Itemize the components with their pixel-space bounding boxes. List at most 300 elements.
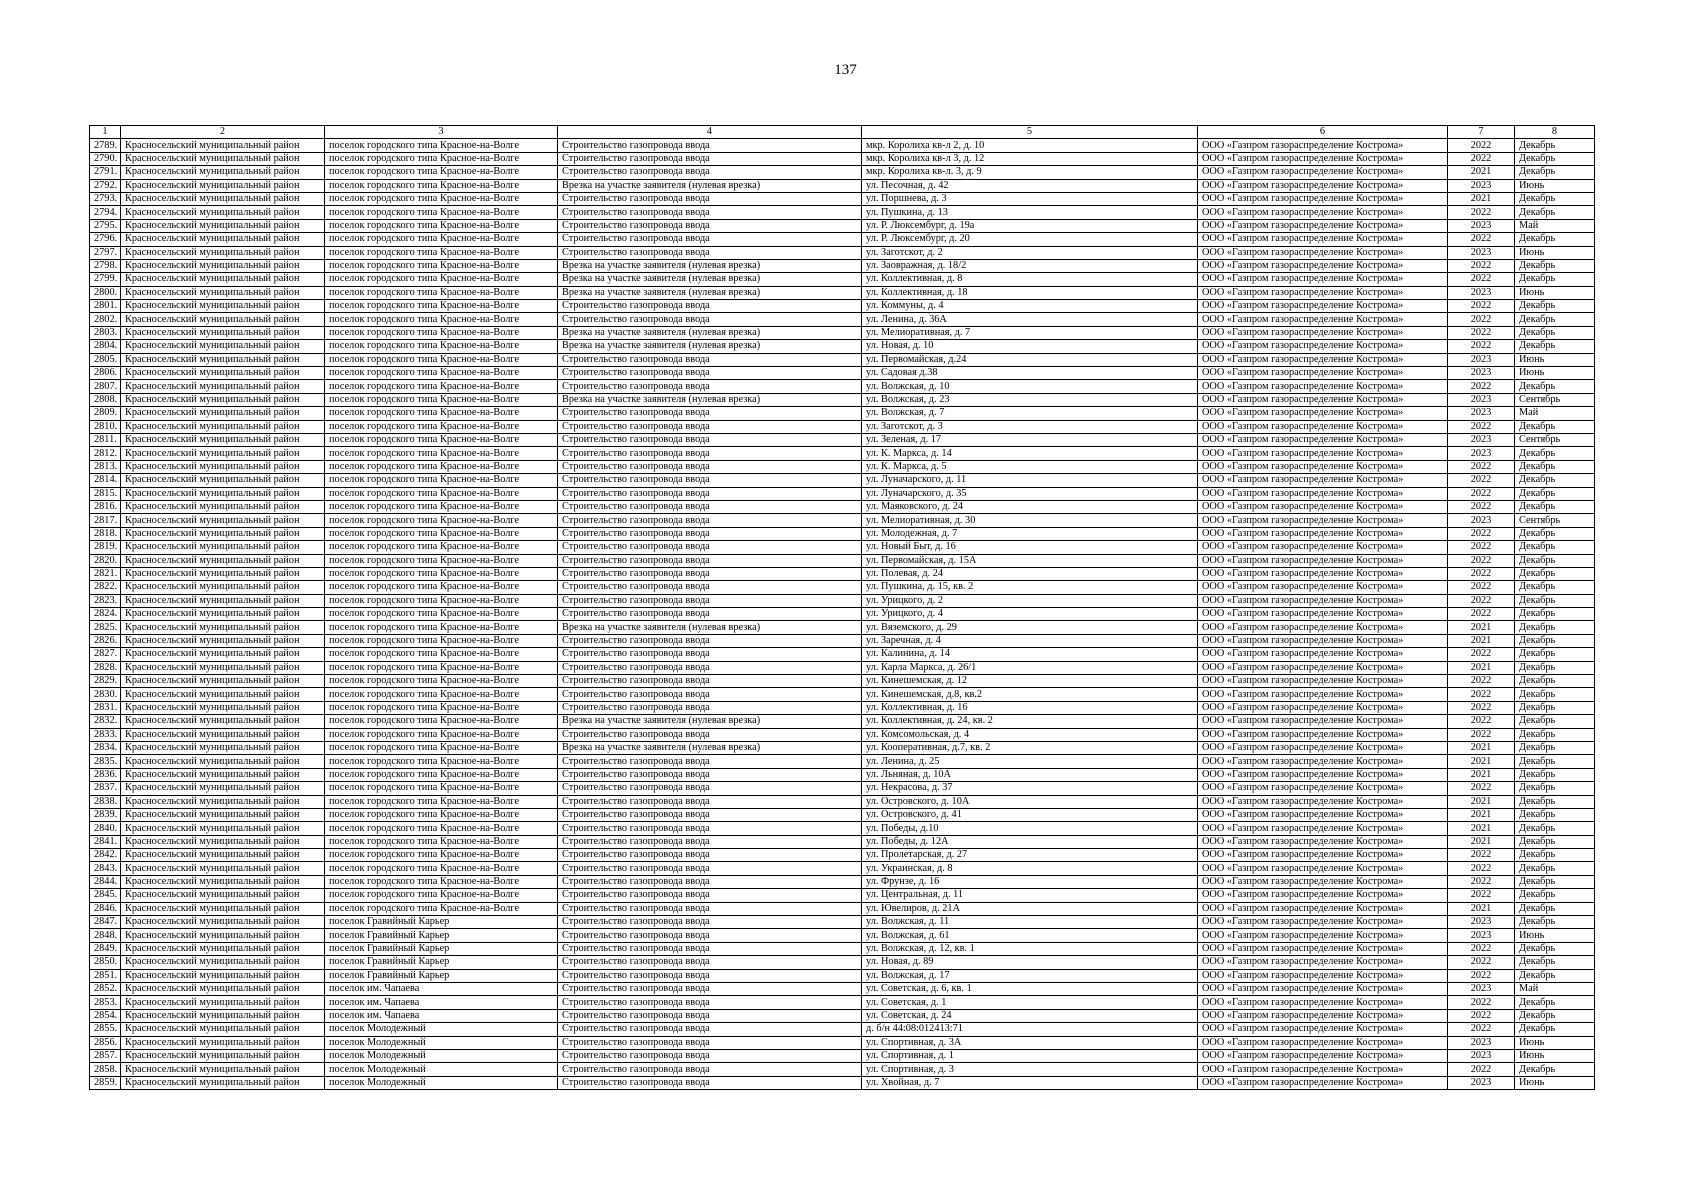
month-cell: Декабрь [1515, 420, 1595, 433]
settlement-cell: поселок городского типа Красное-на-Волге [325, 313, 558, 326]
month-cell: Декабрь [1515, 527, 1595, 540]
year-cell: 2022 [1448, 541, 1515, 554]
table-row [90, 460, 1595, 473]
organization-cell: ООО «Газпром газораспределение Кострома» [1198, 179, 1448, 192]
table-row [90, 407, 1595, 420]
table-row [90, 514, 1595, 527]
table-row [90, 139, 1595, 152]
organization-cell: ООО «Газпром газораспределение Кострома» [1198, 956, 1448, 969]
organization-cell: ООО «Газпром газораспределение Кострома» [1198, 326, 1448, 339]
organization-cell: ООО «Газпром газораспределение Кострома» [1198, 567, 1448, 580]
address-cell: ул. Луначарского, д. 11 [862, 474, 1198, 487]
organization-cell: ООО «Газпром газораспределение Кострома» [1198, 795, 1448, 808]
address-cell: ул. Садовая д.38 [862, 367, 1198, 380]
year-cell: 2022 [1448, 487, 1515, 500]
settlement-cell: поселок городского типа Красное-на-Волге [325, 273, 558, 286]
year-cell: 2022 [1448, 969, 1515, 982]
district-cell: Красносельский муниципальный район [121, 1009, 325, 1022]
organization-cell: ООО «Газпром газораспределение Кострома» [1198, 608, 1448, 621]
district-cell: Красносельский муниципальный район [121, 969, 325, 982]
settlement-cell: поселок городского типа Красное-на-Волге [325, 340, 558, 353]
settlement-cell: поселок Гравийный Карьер [325, 942, 558, 955]
settlement-cell: поселок городского типа Красное-на-Волге [325, 594, 558, 607]
district-cell: Красносельский муниципальный район [121, 152, 325, 165]
district-cell: Красносельский муниципальный район [121, 768, 325, 781]
settlement-cell: поселок городского типа Красное-на-Волге [325, 567, 558, 580]
address-cell: ул. Спортивная, д. 3 [862, 1063, 1198, 1076]
year-cell: 2022 [1448, 648, 1515, 661]
settlement-cell: поселок городского типа Красное-на-Волге [325, 433, 558, 446]
settlement-cell: поселок городского типа Красное-на-Волге [325, 634, 558, 647]
row-number-cell: 2837. [90, 782, 121, 795]
address-cell: ул. Коллективная, д. 8 [862, 273, 1198, 286]
month-cell: Июнь [1515, 246, 1595, 259]
work-type-cell: Строительство газопровода ввода [558, 902, 862, 915]
month-cell: Декабрь [1515, 594, 1595, 607]
settlement-cell: поселок Гравийный Карьер [325, 956, 558, 969]
month-cell: Июнь [1515, 929, 1595, 942]
settlement-cell: поселок Гравийный Карьер [325, 916, 558, 929]
organization-cell: ООО «Газпром газораспределение Кострома» [1198, 233, 1448, 246]
settlement-cell: поселок городского типа Красное-на-Волге [325, 621, 558, 634]
work-type-cell: Строительство газопровода ввода [558, 889, 862, 902]
settlement-cell: поселок городского типа Красное-на-Волге [325, 701, 558, 714]
district-cell: Красносельский муниципальный район [121, 407, 325, 420]
month-cell: Декабрь [1515, 500, 1595, 513]
year-cell: 2021 [1448, 741, 1515, 754]
work-type-cell: Строительство газопровода ввода [558, 353, 862, 366]
month-cell: Декабрь [1515, 849, 1595, 862]
settlement-cell: поселок городского типа Красное-на-Волге [325, 259, 558, 272]
address-cell: д. б/н 44:08:012413:71 [862, 1023, 1198, 1036]
work-type-cell: Строительство газопровода ввода [558, 661, 862, 674]
month-cell: Декабрь [1515, 755, 1595, 768]
column-header: 8 [1515, 126, 1595, 139]
settlement-cell: поселок городского типа Красное-на-Волге [325, 902, 558, 915]
row-number-cell: 2842. [90, 849, 121, 862]
district-cell: Красносельский муниципальный район [121, 822, 325, 835]
organization-cell: ООО «Газпром газораспределение Кострома» [1198, 1063, 1448, 1076]
address-cell: ул. Советская, д. 1 [862, 996, 1198, 1009]
organization-cell: ООО «Газпром газораспределение Кострома» [1198, 969, 1448, 982]
settlement-cell: поселок городского типа Красное-на-Волге [325, 782, 558, 795]
year-cell: 2022 [1448, 956, 1515, 969]
district-cell: Красносельский муниципальный район [121, 286, 325, 299]
organization-cell: ООО «Газпром газораспределение Кострома» [1198, 768, 1448, 781]
table-row [90, 206, 1595, 219]
row-number-cell: 2819. [90, 541, 121, 554]
work-type-cell: Строительство газопровода ввода [558, 514, 862, 527]
row-number-cell: 2849. [90, 942, 121, 955]
month-cell: Декабрь [1515, 474, 1595, 487]
district-cell: Красносельский муниципальный район [121, 983, 325, 996]
year-cell: 2022 [1448, 500, 1515, 513]
district-cell: Красносельский муниципальный район [121, 648, 325, 661]
work-type-cell: Врезка на участке заявителя (нулевая врезка) [558, 340, 862, 353]
settlement-cell: поселок городского типа Красное-на-Волге [325, 380, 558, 393]
work-type-cell: Строительство газопровода ввода [558, 541, 862, 554]
month-cell: Декабрь [1515, 768, 1595, 781]
address-cell: ул. Островского, д. 41 [862, 808, 1198, 821]
district-cell: Красносельский муниципальный район [121, 929, 325, 942]
table-row [90, 1023, 1595, 1036]
month-cell: Декабрь [1515, 942, 1595, 955]
month-cell: Декабрь [1515, 1023, 1595, 1036]
organization-cell: ООО «Газпром газораспределение Кострома» [1198, 634, 1448, 647]
address-cell: ул. Ленина, д. 36А [862, 313, 1198, 326]
table-row [90, 728, 1595, 741]
work-type-cell: Строительство газопровода ввода [558, 246, 862, 259]
settlement-cell: поселок городского типа Красное-на-Волге [325, 393, 558, 406]
organization-cell: ООО «Газпром газораспределение Кострома» [1198, 340, 1448, 353]
organization-cell: ООО «Газпром газораспределение Кострома» [1198, 447, 1448, 460]
work-type-cell: Врезка на участке заявителя (нулевая врезка) [558, 326, 862, 339]
year-cell: 2022 [1448, 715, 1515, 728]
month-cell: Декабрь [1515, 835, 1595, 848]
year-cell: 2021 [1448, 755, 1515, 768]
month-cell: Июнь [1515, 286, 1595, 299]
district-cell: Красносельский муниципальный район [121, 942, 325, 955]
work-type-cell: Строительство газопровода ввода [558, 608, 862, 621]
year-cell: 2022 [1448, 1009, 1515, 1022]
organization-cell: ООО «Газпром газораспределение Кострома» [1198, 715, 1448, 728]
month-cell: Декабрь [1515, 541, 1595, 554]
work-type-cell: Строительство газопровода ввода [558, 916, 862, 929]
work-type-cell: Строительство газопровода ввода [558, 983, 862, 996]
row-number-cell: 2807. [90, 380, 121, 393]
settlement-cell: поселок городского типа Красное-на-Волге [325, 179, 558, 192]
month-cell: Май [1515, 407, 1595, 420]
work-type-cell: Строительство газопровода ввода [558, 380, 862, 393]
organization-cell: ООО «Газпром газораспределение Кострома» [1198, 688, 1448, 701]
settlement-cell: поселок городского типа Красное-на-Волге [325, 808, 558, 821]
row-number-cell: 2800. [90, 286, 121, 299]
work-type-cell: Строительство газопровода ввода [558, 433, 862, 446]
settlement-cell: поселок городского типа Красное-на-Волге [325, 219, 558, 232]
year-cell: 2021 [1448, 661, 1515, 674]
work-type-cell: Строительство газопровода ввода [558, 942, 862, 955]
row-number-cell: 2818. [90, 527, 121, 540]
table-row [90, 983, 1595, 996]
table-row [90, 755, 1595, 768]
table-row [90, 233, 1595, 246]
month-cell: Декабрь [1515, 648, 1595, 661]
table-row [90, 152, 1595, 165]
table-row [90, 433, 1595, 446]
year-cell: 2022 [1448, 594, 1515, 607]
organization-cell: ООО «Газпром газораспределение Кострома» [1198, 808, 1448, 821]
settlement-cell: поселок городского типа Красное-на-Волге [325, 822, 558, 835]
organization-cell: ООО «Газпром газораспределение Кострома» [1198, 889, 1448, 902]
table-row [90, 1049, 1595, 1062]
row-number-cell: 2812. [90, 447, 121, 460]
month-cell: Декабрь [1515, 969, 1595, 982]
work-type-cell: Строительство газопровода ввода [558, 1076, 862, 1089]
work-type-cell: Строительство газопровода ввода [558, 956, 862, 969]
organization-cell: ООО «Газпром газораспределение Кострома» [1198, 648, 1448, 661]
month-cell: Июнь [1515, 1049, 1595, 1062]
organization-cell: ООО «Газпром газораспределение Кострома» [1198, 1036, 1448, 1049]
table-row [90, 367, 1595, 380]
month-cell: Июнь [1515, 1036, 1595, 1049]
settlement-cell: поселок Молодежный [325, 1063, 558, 1076]
work-type-cell: Строительство газопровода ввода [558, 219, 862, 232]
month-cell: Декабрь [1515, 782, 1595, 795]
work-type-cell: Строительство газопровода ввода [558, 728, 862, 741]
year-cell: 2022 [1448, 942, 1515, 955]
organization-cell: ООО «Газпром газораспределение Кострома» [1198, 1049, 1448, 1062]
organization-cell: ООО «Газпром газораспределение Кострома» [1198, 675, 1448, 688]
year-cell: 2021 [1448, 795, 1515, 808]
settlement-cell: поселок городского типа Красное-на-Волге [325, 889, 558, 902]
table-row [90, 259, 1595, 272]
table-row [90, 1063, 1595, 1076]
table-row [90, 246, 1595, 259]
year-cell: 2023 [1448, 916, 1515, 929]
settlement-cell: поселок им. Чапаева [325, 1009, 558, 1022]
row-number-cell: 2792. [90, 179, 121, 192]
year-cell: 2022 [1448, 688, 1515, 701]
year-cell: 2022 [1448, 474, 1515, 487]
settlement-cell: поселок городского типа Красное-на-Волге [325, 835, 558, 848]
work-type-cell: Строительство газопровода ввода [558, 675, 862, 688]
year-cell: 2021 [1448, 808, 1515, 821]
work-type-cell: Строительство газопровода ввода [558, 835, 862, 848]
organization-cell: ООО «Газпром газораспределение Кострома» [1198, 246, 1448, 259]
district-cell: Красносельский муниципальный район [121, 340, 325, 353]
row-number-cell: 2847. [90, 916, 121, 929]
district-cell: Красносельский муниципальный район [121, 192, 325, 205]
row-number-cell: 2850. [90, 956, 121, 969]
month-cell: Декабрь [1515, 996, 1595, 1009]
district-cell: Красносельский муниципальный район [121, 916, 325, 929]
district-cell: Красносельский муниципальный район [121, 862, 325, 875]
row-number-cell: 2826. [90, 634, 121, 647]
row-number-cell: 2813. [90, 460, 121, 473]
month-cell: Декабрь [1515, 340, 1595, 353]
organization-cell: ООО «Газпром газораспределение Кострома» [1198, 916, 1448, 929]
table-row [90, 340, 1595, 353]
work-type-cell: Строительство газопровода ввода [558, 808, 862, 821]
organization-cell: ООО «Газпром газораспределение Кострома» [1198, 219, 1448, 232]
work-type-cell: Строительство газопровода ввода [558, 206, 862, 219]
table-row [90, 474, 1595, 487]
year-cell: 2021 [1448, 768, 1515, 781]
month-cell: Декабрь [1515, 326, 1595, 339]
district-cell: Красносельский муниципальный район [121, 233, 325, 246]
work-type-cell: Врезка на участке заявителя (нулевая врезка) [558, 259, 862, 272]
month-cell: Декабрь [1515, 192, 1595, 205]
settlement-cell: поселок городского типа Красное-на-Волге [325, 353, 558, 366]
district-cell: Красносельский муниципальный район [121, 179, 325, 192]
row-number-cell: 2840. [90, 822, 121, 835]
year-cell: 2022 [1448, 300, 1515, 313]
district-cell: Красносельский муниципальный район [121, 353, 325, 366]
table-row [90, 675, 1595, 688]
row-number-cell: 2834. [90, 741, 121, 754]
address-cell: ул. Коммуны, д. 4 [862, 300, 1198, 313]
year-cell: 2021 [1448, 902, 1515, 915]
organization-cell: ООО «Газпром газораспределение Кострома» [1198, 139, 1448, 152]
row-number-cell: 2803. [90, 326, 121, 339]
address-cell: ул. Мелиоративная, д. 7 [862, 326, 1198, 339]
month-cell: Декабрь [1515, 889, 1595, 902]
year-cell: 2022 [1448, 420, 1515, 433]
month-cell: Декабрь [1515, 487, 1595, 500]
district-cell: Красносельский муниципальный район [121, 219, 325, 232]
year-cell: 2022 [1448, 581, 1515, 594]
year-cell: 2021 [1448, 621, 1515, 634]
year-cell: 2022 [1448, 849, 1515, 862]
table-row [90, 179, 1595, 192]
address-cell: ул. Кооперативная, д.7, кв. 2 [862, 741, 1198, 754]
month-cell: Декабрь [1515, 916, 1595, 929]
address-cell: ул. Калинина, д. 14 [862, 648, 1198, 661]
address-cell: ул. Спортивная, д. 3А [862, 1036, 1198, 1049]
address-cell: ул. Советская, д. 6, кв. 1 [862, 983, 1198, 996]
table-row [90, 875, 1595, 888]
table-row [90, 808, 1595, 821]
district-cell: Красносельский муниципальный район [121, 715, 325, 728]
year-cell: 2022 [1448, 340, 1515, 353]
row-number-cell: 2804. [90, 340, 121, 353]
organization-cell: ООО «Газпром газораспределение Кострома» [1198, 500, 1448, 513]
month-cell: Сентябрь [1515, 433, 1595, 446]
settlement-cell: поселок городского типа Красное-на-Волге [325, 849, 558, 862]
row-number-cell: 2846. [90, 902, 121, 915]
address-cell: ул. Р. Люксембург, д. 20 [862, 233, 1198, 246]
year-cell: 2022 [1448, 460, 1515, 473]
organization-cell: ООО «Газпром газораспределение Кострома» [1198, 755, 1448, 768]
settlement-cell: поселок городского типа Красное-на-Волге [325, 648, 558, 661]
organization-cell: ООО «Газпром газораспределение Кострома» [1198, 527, 1448, 540]
year-cell: 2022 [1448, 233, 1515, 246]
organization-cell: ООО «Газпром газораспределение Кострома» [1198, 902, 1448, 915]
address-cell: ул. Поршнева, д. 3 [862, 192, 1198, 205]
year-cell: 2023 [1448, 447, 1515, 460]
table-row [90, 969, 1595, 982]
year-cell: 2022 [1448, 675, 1515, 688]
district-cell: Красносельский муниципальный район [121, 1023, 325, 1036]
year-cell: 2022 [1448, 875, 1515, 888]
month-cell: Июнь [1515, 353, 1595, 366]
row-number-cell: 2832. [90, 715, 121, 728]
address-cell: ул. Зеленая, д. 17 [862, 433, 1198, 446]
district-cell: Красносельский муниципальный район [121, 755, 325, 768]
district-cell: Красносельский муниципальный район [121, 1036, 325, 1049]
district-cell: Красносельский муниципальный район [121, 541, 325, 554]
month-cell: Декабрь [1515, 567, 1595, 580]
organization-cell: ООО «Газпром газораспределение Кострома» [1198, 875, 1448, 888]
settlement-cell: поселок им. Чапаева [325, 996, 558, 1009]
month-cell: Июнь [1515, 179, 1595, 192]
work-type-cell: Строительство газопровода ввода [558, 474, 862, 487]
settlement-cell: поселок городского типа Красное-на-Волге [325, 755, 558, 768]
district-cell: Красносельский муниципальный район [121, 1049, 325, 1062]
address-cell: ул. Некрасова, д. 37 [862, 782, 1198, 795]
table-row [90, 554, 1595, 567]
settlement-cell: поселок городского типа Красное-на-Волге [325, 715, 558, 728]
row-number-cell: 2844. [90, 875, 121, 888]
row-number-cell: 2825. [90, 621, 121, 634]
district-cell: Красносельский муниципальный район [121, 996, 325, 1009]
table-row [90, 567, 1595, 580]
month-cell: Декабрь [1515, 621, 1595, 634]
row-number-cell: 2845. [90, 889, 121, 902]
district-cell: Красносельский муниципальный район [121, 835, 325, 848]
district-cell: Красносельский муниципальный район [121, 621, 325, 634]
year-cell: 2022 [1448, 259, 1515, 272]
organization-cell: ООО «Газпром газораспределение Кострома» [1198, 514, 1448, 527]
work-type-cell: Строительство газопровода ввода [558, 567, 862, 580]
row-number-cell: 2806. [90, 367, 121, 380]
address-cell: ул. Волжская, д. 12, кв. 1 [862, 942, 1198, 955]
work-type-cell: Строительство газопровода ввода [558, 1049, 862, 1062]
month-cell: Декабрь [1515, 956, 1595, 969]
row-number-cell: 2810. [90, 420, 121, 433]
district-cell: Красносельский муниципальный район [121, 661, 325, 674]
row-number-cell: 2848. [90, 929, 121, 942]
address-cell: ул. Урицкого, д. 2 [862, 594, 1198, 607]
row-number-cell: 2835. [90, 755, 121, 768]
year-cell: 2023 [1448, 983, 1515, 996]
table-row [90, 166, 1595, 179]
gas-connection-table [89, 125, 1595, 1090]
district-cell: Красносельский муниципальный район [121, 675, 325, 688]
settlement-cell: поселок городского типа Красное-на-Волге [325, 407, 558, 420]
row-number-cell: 2798. [90, 259, 121, 272]
address-cell: ул. Комсомольская, д. 4 [862, 728, 1198, 741]
row-number-cell: 2851. [90, 969, 121, 982]
district-cell: Красносельский муниципальный район [121, 273, 325, 286]
settlement-cell: поселок городского типа Красное-на-Волге [325, 527, 558, 540]
settlement-cell: поселок Гравийный Карьер [325, 929, 558, 942]
work-type-cell: Строительство газопровода ввода [558, 233, 862, 246]
organization-cell: ООО «Газпром газораспределение Кострома» [1198, 460, 1448, 473]
settlement-cell: поселок городского типа Красное-на-Волге [325, 741, 558, 754]
settlement-cell: поселок городского типа Красное-на-Волге [325, 139, 558, 152]
year-cell: 2022 [1448, 996, 1515, 1009]
row-number-cell: 2802. [90, 313, 121, 326]
district-cell: Красносельский муниципальный район [121, 460, 325, 473]
address-cell: ул. Мелиоративная, д. 30 [862, 514, 1198, 527]
address-cell: ул. Победы, д.10 [862, 822, 1198, 835]
table-row [90, 581, 1595, 594]
district-cell: Красносельский муниципальный район [121, 259, 325, 272]
row-number-cell: 2789. [90, 139, 121, 152]
row-number-cell: 2793. [90, 192, 121, 205]
address-cell: ул. Советская, д. 24 [862, 1009, 1198, 1022]
year-cell: 2021 [1448, 835, 1515, 848]
work-type-cell: Строительство газопровода ввода [558, 782, 862, 795]
district-cell: Красносельский муниципальный район [121, 139, 325, 152]
year-cell: 2022 [1448, 273, 1515, 286]
year-cell: 2022 [1448, 1063, 1515, 1076]
table-row [90, 768, 1595, 781]
organization-cell: ООО «Газпром газораспределение Кострома» [1198, 741, 1448, 754]
settlement-cell: поселок городского типа Красное-на-Волге [325, 206, 558, 219]
organization-cell: ООО «Газпром газораспределение Кострома» [1198, 166, 1448, 179]
address-cell: ул. Коллективная, д. 24, кв. 2 [862, 715, 1198, 728]
column-header: 1 [90, 126, 121, 139]
address-cell: ул. Волжская, д. 17 [862, 969, 1198, 982]
table-row [90, 219, 1595, 232]
month-cell: Декабрь [1515, 675, 1595, 688]
year-cell: 2022 [1448, 152, 1515, 165]
organization-cell: ООО «Газпром газораспределение Кострома» [1198, 996, 1448, 1009]
table-row [90, 1036, 1595, 1049]
page-number: 137 [834, 62, 857, 78]
